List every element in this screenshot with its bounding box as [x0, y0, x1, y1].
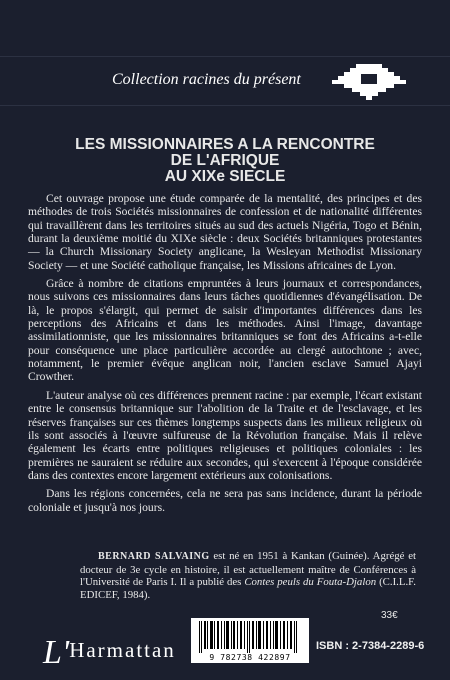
author-book-title: Contes peuls du Fouta-Djalon	[244, 576, 377, 589]
barcode-number: 9 782738 422897	[209, 653, 291, 662]
summary-paragraph: Cet ouvrage propose une étude comparée de la mentalité, des principes et des méthodes de trois Sociétés missionnaires de confession et de nationalité différentes qui travaillèrent dans les territoires situés au sud des actuels Nigéria, Togo et Bénin, durant la deuxième moitié du XIXe siècle : deux Sociétés britanniques protestantes — la Church Missionary Society anglicane, la Wesleyan Methodist Missionary Society — et une Société catholique française, les Missions africaines de Lyon.	[28, 192, 422, 272]
summary-text	[28, 192, 422, 519]
author-bio-part1: est né en 1951 à Kankan (Guinée). Agrégé et docteur de 3e cycle en histoire, il est actuellement maître de Conférences à l'Université de Paris I. Il a publié des	[80, 550, 416, 589]
author-bio	[80, 550, 416, 601]
summary-paragraph: Dans les régions concernées, cela ne sera pas sans incidence, durant la période coloniale et jusqu'à nos jours.	[28, 487, 422, 514]
title-line-1: LES MISSIONNAIRES A LA RENCONTRE	[75, 136, 375, 153]
book-title	[40, 137, 410, 185]
author-bio-paragraph	[80, 550, 416, 601]
barcode-bars-icon	[191, 618, 309, 654]
author-name: BERNARD SALVAING	[98, 551, 210, 562]
series-title: Collection racines du présent	[112, 71, 301, 88]
author-bio-part2: (C.I.L.F. EDICEF, 1984).	[80, 576, 416, 601]
title-line-3: AU XIXe SIECLE	[164, 168, 286, 185]
title-line-2: DE L'AFRIQUE	[170, 152, 280, 169]
publisher-logo	[43, 634, 176, 672]
summary-paragraph: Grâce à nombre de citations empruntées à leurs journaux et correspondances, nous suivons ces missionnaires dans leurs tâches quotidiennes d'évangélisation. De là, le propos s'élargit, qui permet de saisir d'importantes différences dans les perceptions des Africains et dans les méthodes. Ainsi l'image, davantage assimilationniste, que les missionnaires britanniques se font des Africains a-t-elle pour conséquence une place particulière accordée au clergé autochtone ; avec, notamment, le premier évêque anglican noir, l'ancien esclave Samuel Ajayi Crowther.	[28, 277, 422, 384]
price: 33€	[381, 610, 398, 621]
series-logo-icon	[328, 58, 410, 102]
isbn: ISBN : 2-7384-2289-6	[316, 640, 425, 652]
publisher-name: Harmattan	[69, 638, 176, 662]
barcode	[191, 618, 309, 663]
publisher-initial: L'	[43, 634, 70, 671]
summary-paragraph: L'auteur analyse où ces différences prennent racine : par exemple, l'écart existant entre le consensus britannique sur l'abolition de la Traite et de l'esclavage, et les réserves françaises sur ces thèmes longtemps suspects dans les milieux religieux où ils sont associés à l'œuvre sulfureuse de la Révolution française. Mais il relève également les écarts entre politiques religieuses et politiques coloniales : les premières ne sauraient se réduire aux secondes, qui s'exercent à l'époque considérée dans des contextes encore largement extérieurs aux colonisations.	[28, 388, 422, 482]
